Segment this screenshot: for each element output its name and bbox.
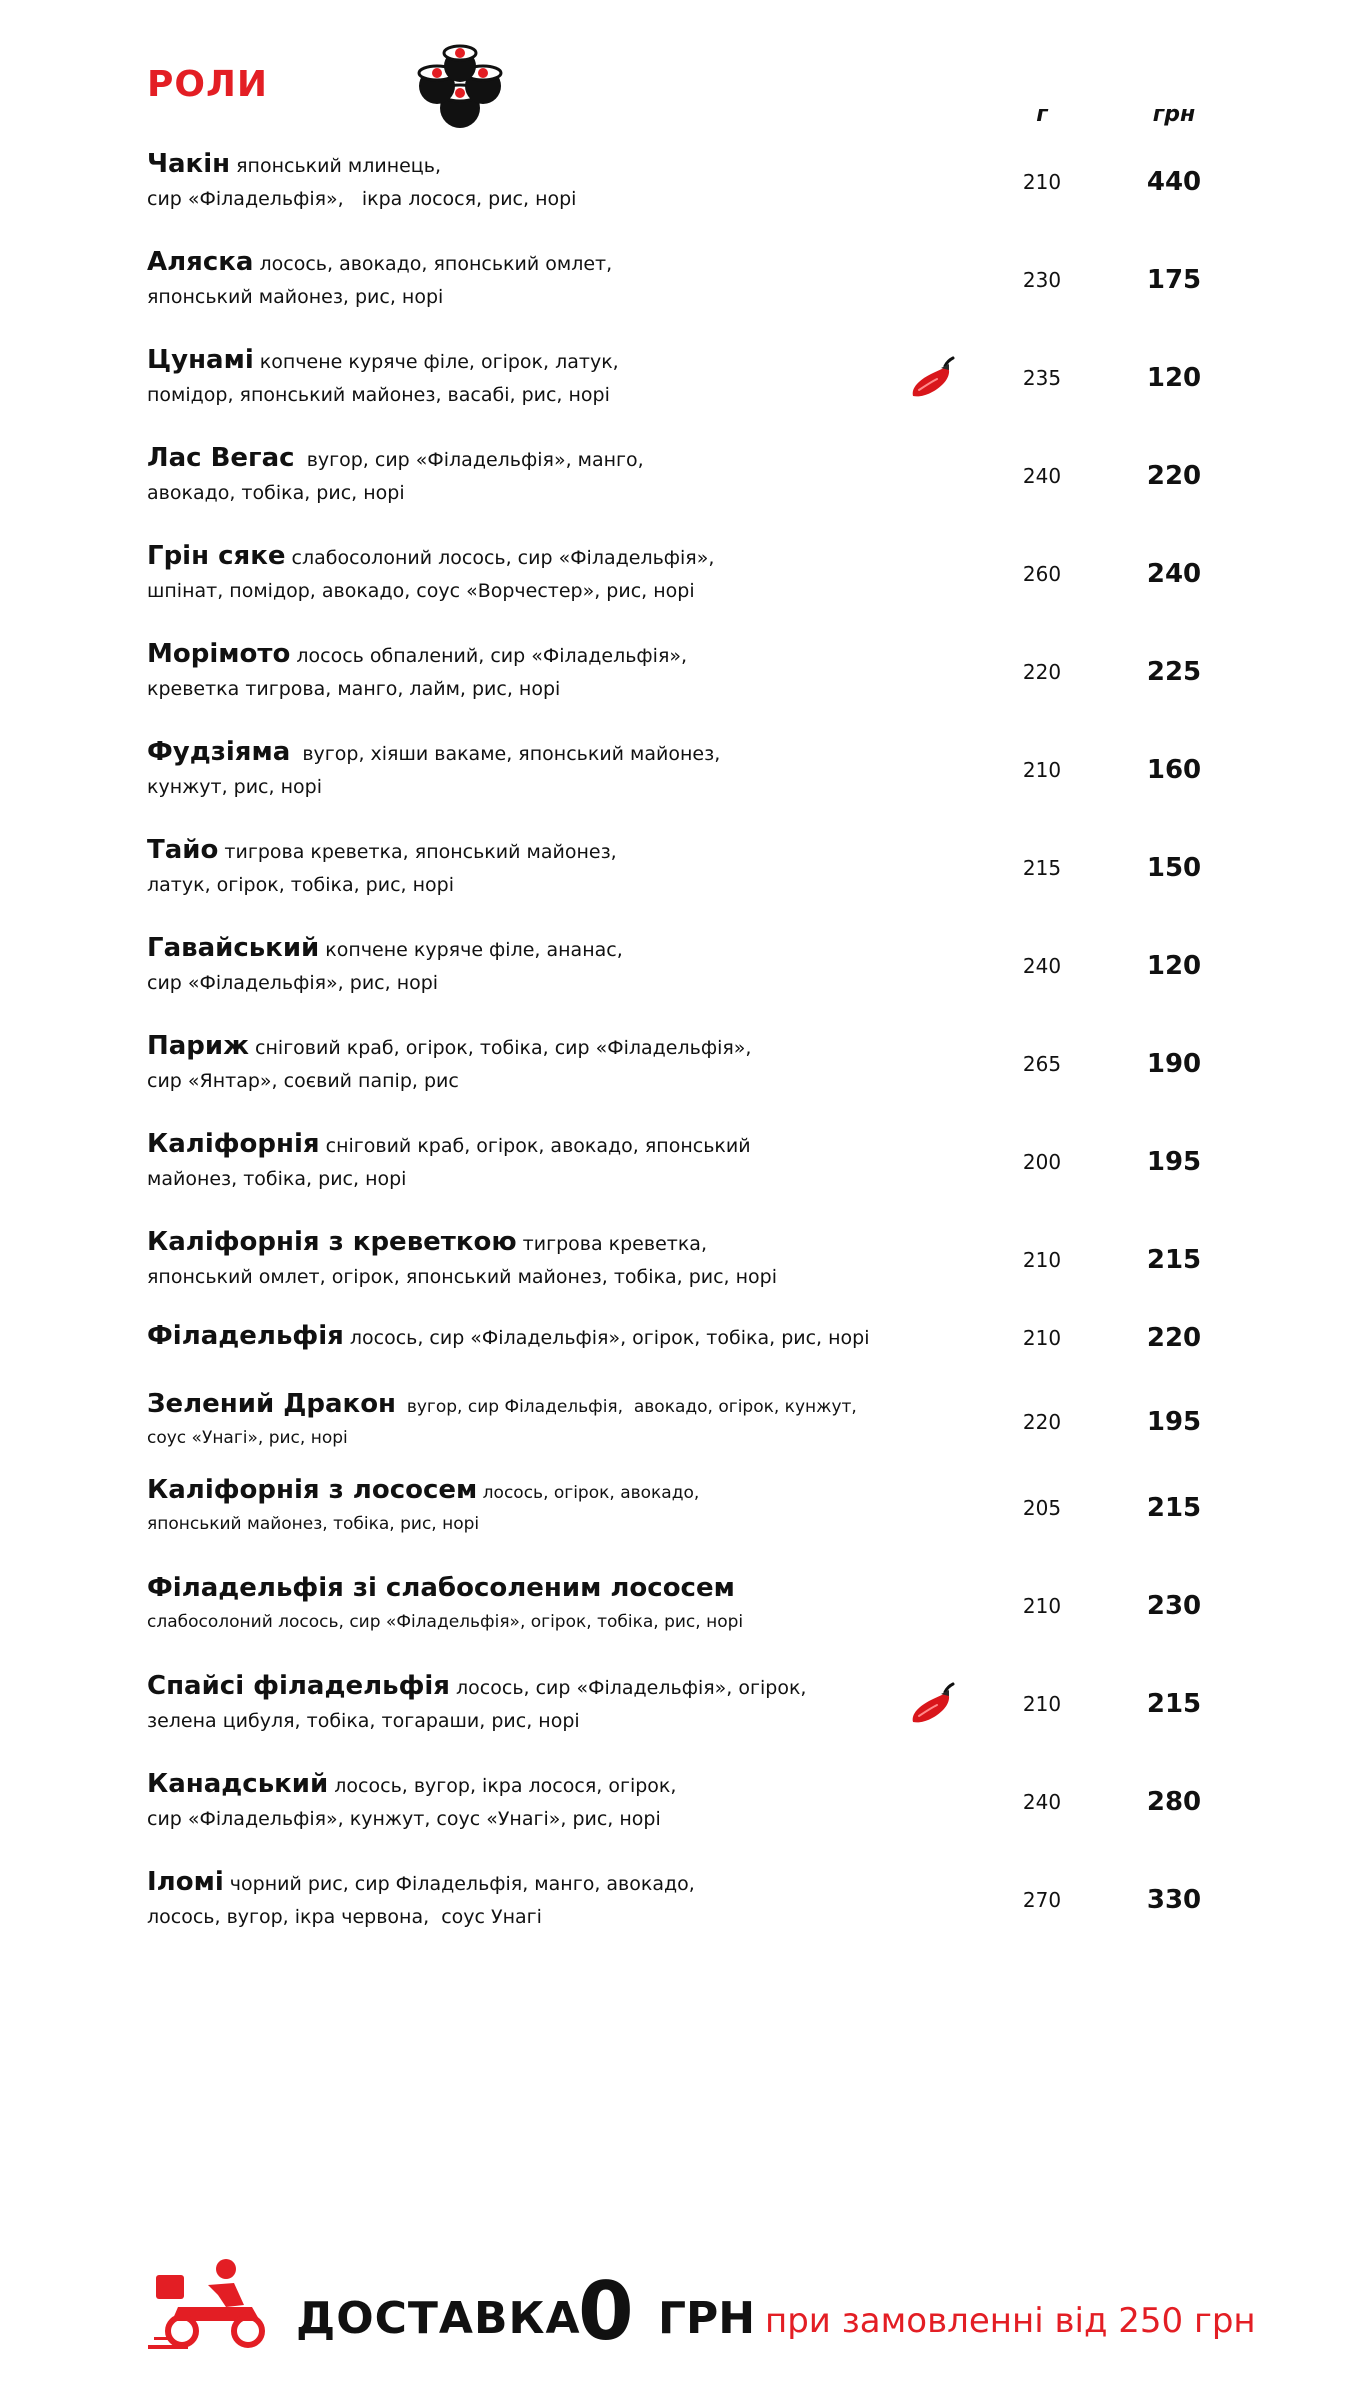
menu-item-text [147, 932, 927, 1000]
menu-item-price: 160 [1146, 755, 1202, 785]
menu-item-description-line2: зелена цибуля, тобіка, тогараши, рис, норі [147, 1710, 580, 1732]
menu-item-weight: 240 [1022, 954, 1062, 978]
menu-item-price: 150 [1146, 853, 1202, 883]
menu-item-price: 215 [1146, 1689, 1202, 1719]
menu-item-line1 [147, 540, 927, 575]
menu-item-description-line2: слабосолоний лосось, сир «Філадельфія», огірок, тобіка, рис, норі [147, 1612, 744, 1632]
menu-item-name: Тайо [147, 835, 219, 865]
menu-item-name: Каліфорнія [147, 1129, 320, 1159]
menu-item-weight: 230 [1022, 268, 1062, 292]
menu-item-description-line2: лосось, вугор, ікра червона, соус Унагі [147, 1906, 542, 1928]
menu-item-description-line2: сир «Філадельфія», кунжут, соус «Унагі», рис, норі [147, 1808, 661, 1830]
menu-item-price: 230 [1146, 1591, 1202, 1621]
menu-item-description: лосось, огірок, авокадо, [477, 1483, 700, 1503]
menu-item-text [147, 148, 927, 216]
menu-item-text [147, 1320, 927, 1355]
menu-item-line1 [147, 736, 927, 771]
menu-item-description: копчене куряче філе, ананас, [319, 939, 623, 961]
menu-item [147, 148, 1227, 228]
menu-item-weight: 210 [1022, 170, 1062, 194]
menu-item-description: копчене куряче філе, огірок, латук, [253, 351, 619, 373]
menu-item-line1 [147, 442, 927, 477]
menu-item [147, 344, 1227, 424]
menu-item-price: 190 [1146, 1049, 1202, 1079]
menu-item-text [147, 834, 927, 902]
menu-item-name: Грін сяке [147, 541, 286, 571]
menu-item-name: Філадельфія [147, 1321, 344, 1351]
menu-item-name: Канадський [147, 1769, 329, 1799]
menu-item-price: 215 [1146, 1245, 1202, 1275]
menu-item-line1 [147, 638, 927, 673]
menu-item-name: Каліфорнія з креветкою [147, 1227, 517, 1257]
menu-item-weight: 220 [1022, 1410, 1062, 1434]
menu-item-description: тигрова креветка, японський майонез, [218, 841, 617, 863]
menu-item-price: 280 [1146, 1787, 1202, 1817]
menu-item-line1 [147, 1572, 927, 1607]
menu-item-text [147, 736, 927, 804]
menu-item-description-line2: авокадо, тобіка, рис, норі [147, 482, 405, 504]
menu-item-text [147, 246, 927, 314]
menu-item-description-line2: креветка тигрова, манго, лайм, рис, норі [147, 678, 561, 700]
menu-item [147, 1030, 1227, 1110]
menu-item-name: Зелений Дракон [147, 1389, 397, 1419]
menu-item-name: Чакін [147, 149, 231, 179]
menu-item [147, 1866, 1227, 1946]
menu-item-text [147, 1866, 927, 1934]
menu-item-line1 [147, 834, 927, 869]
menu-item-text [147, 1670, 927, 1738]
menu-item-weight: 210 [1022, 1248, 1062, 1272]
menu-item-weight: 205 [1022, 1496, 1062, 1520]
menu-item-name: Філадельфія зі слабосоленим лососем [147, 1573, 735, 1603]
menu-item-weight: 260 [1022, 562, 1062, 586]
menu-item-text [147, 1572, 927, 1637]
menu-item-name: Морімото [147, 639, 291, 669]
menu-item-weight: 265 [1022, 1052, 1062, 1076]
menu-item-description-line2: соус «Унагі», рис, норі [147, 1428, 348, 1448]
delivery-banner [148, 2255, 1298, 2365]
menu-item-description: лосось, авокадо, японський омлет, [253, 253, 613, 275]
menu-item-description-line2: помідор, японський майонез, васабі, рис, норі [147, 384, 610, 406]
chili-pepper-icon [905, 1678, 957, 1730]
menu-item-line1 [147, 1768, 927, 1803]
delivery-currency: ГРН [658, 2293, 756, 2344]
menu-item-name: Цунамі [147, 345, 254, 375]
price-column-header: грн [1152, 102, 1196, 127]
chili-pepper-icon [905, 352, 957, 404]
menu-item-description-line2: латук, огірок, тобіка, рис, норі [147, 874, 454, 896]
menu-item-weight: 210 [1022, 1594, 1062, 1618]
menu-item-text [147, 638, 927, 706]
menu-item-text [147, 344, 927, 412]
menu-item-price: 175 [1146, 265, 1202, 295]
menu-item-description: вугор, сир «Філадельфія», манго, [294, 449, 644, 471]
menu-item [147, 1388, 1227, 1468]
delivery-condition: при замовленні від 250 грн [765, 2301, 1256, 2341]
menu-item [147, 1670, 1227, 1750]
menu-item-description-line2: шпінат, помідор, авокадо, соус «Ворчестер», рис, норі [147, 580, 695, 602]
menu-item-description: слабосолоний лосось, сир «Філадельфія», [285, 547, 715, 569]
menu-item [147, 442, 1227, 522]
menu-item [147, 246, 1227, 326]
menu-item [147, 1572, 1227, 1652]
menu-item-weight: 210 [1022, 1326, 1062, 1350]
menu-item-name: Спайсі філадельфія [147, 1671, 450, 1701]
menu-item-name: Каліфорнія з лососем [147, 1475, 478, 1505]
menu-item-line1 [147, 148, 927, 183]
menu-item [147, 1128, 1227, 1208]
menu-item-price: 330 [1146, 1885, 1202, 1915]
menu-item-description: сніговий краб, огірок, тобіка, сир «Філадельфія», [249, 1037, 752, 1059]
menu-item-line1 [147, 344, 927, 379]
menu-item-price: 215 [1146, 1493, 1202, 1523]
menu-item-description: вугор, хіяши вакаме, японський майонез, [290, 743, 721, 765]
menu-item-line1 [147, 1320, 927, 1355]
menu-item-text [147, 442, 927, 510]
menu-item-weight: 215 [1022, 856, 1062, 880]
menu-item-description: японський млинець, [230, 155, 441, 177]
delivery-label: ДОСТАВКА [296, 2293, 581, 2344]
menu-item-weight: 240 [1022, 1790, 1062, 1814]
menu-item [147, 834, 1227, 914]
menu-item-description: лосось, сир «Філадельфія», огірок, [450, 1677, 807, 1699]
menu-item-price: 195 [1146, 1407, 1202, 1437]
menu-item-text [147, 1030, 927, 1098]
menu-item-price: 240 [1146, 559, 1202, 589]
menu-item-price: 195 [1146, 1147, 1202, 1177]
menu-item-line1 [147, 1670, 927, 1705]
section-title: РОЛИ [147, 64, 269, 105]
menu-item-text [147, 540, 927, 608]
menu-item-description: лосось, сир «Філадельфія», огірок, тобіка, рис, норі [343, 1327, 870, 1349]
weight-column-header: г [1036, 102, 1048, 127]
menu-item-description-line2: японський омлет, огірок, японський майонез, тобіка, рис, норі [147, 1266, 778, 1288]
menu-item-description-line2: японський майонез, рис, норі [147, 286, 444, 308]
menu-item [147, 1226, 1227, 1306]
menu-item-description-line2: японський майонез, тобіка, рис, норі [147, 1514, 480, 1534]
menu-item-description-line2: сир «Філадельфія», рис, норі [147, 972, 439, 994]
menu-item-text [147, 1388, 927, 1453]
menu-item-description: тигрова креветка, [516, 1233, 707, 1255]
menu-item-name: Гавайський [147, 933, 320, 963]
menu-item-line1 [147, 1128, 927, 1163]
menu-item-description-line2: кунжут, рис, норі [147, 776, 322, 798]
menu-item-price: 220 [1146, 461, 1202, 491]
menu-item-weight: 220 [1022, 660, 1062, 684]
menu-item-description: сніговий краб, огірок, авокадо, японський [319, 1135, 751, 1157]
menu-item-line1 [147, 1388, 927, 1423]
menu-item-description-line2: сир «Філадельфія», ікра лосося, рис, норі [147, 188, 577, 210]
menu-item-price: 120 [1146, 363, 1202, 393]
menu-item-price: 225 [1146, 657, 1202, 687]
menu-item-text [147, 1226, 927, 1294]
menu-item-weight: 210 [1022, 1692, 1062, 1716]
menu-item [147, 1768, 1227, 1848]
sushi-rolls-icon [415, 38, 505, 138]
menu-item-weight: 240 [1022, 464, 1062, 488]
menu-item-description: вугор, сир Філадельфія, авокадо, огірок, кунжут, [396, 1397, 857, 1417]
menu-item-price: 220 [1146, 1323, 1202, 1353]
menu-item-description: лосось обпалений, сир «Філадельфія», [290, 645, 688, 667]
menu-item-name: Фудзіяма [147, 737, 291, 767]
menu-item-weight: 200 [1022, 1150, 1062, 1174]
menu-item-weight: 210 [1022, 758, 1062, 782]
menu-item-text [147, 1474, 927, 1539]
menu-item [147, 736, 1227, 816]
menu-item-text [147, 1768, 927, 1836]
menu-item-name: Лас Вегас [147, 443, 295, 473]
menu-item-text [147, 1128, 927, 1196]
delivery-price-zero: 0 [578, 2265, 634, 2358]
menu-item-price: 120 [1146, 951, 1202, 981]
menu-item-description-line2: сир «Янтар», соєвий папір, рис [147, 1070, 459, 1092]
menu-item-line1 [147, 1866, 927, 1901]
menu-item-line1 [147, 246, 927, 281]
menu-item-price: 440 [1146, 167, 1202, 197]
menu-item-description: лосось, вугор, ікра лосося, огірок, [328, 1775, 677, 1797]
menu-item-weight: 270 [1022, 1888, 1062, 1912]
menu-item-description-line2: майонез, тобіка, рис, норі [147, 1168, 407, 1190]
menu-item-line1 [147, 1474, 927, 1509]
menu-item-name: Париж [147, 1031, 250, 1061]
menu-item-description: чорний рис, сир Філадельфія, манго, авокадо, [223, 1873, 695, 1895]
menu-item-weight: 235 [1022, 366, 1062, 390]
menu-item [147, 1474, 1227, 1554]
menu-item [147, 932, 1227, 1012]
menu-item-name: Аляска [147, 247, 254, 277]
menu-item-line1 [147, 1030, 927, 1065]
menu-item-name: Іломі [147, 1867, 224, 1897]
menu-item-line1 [147, 932, 927, 967]
delivery-courier-icon [148, 2255, 276, 2355]
menu-item-line1 [147, 1226, 927, 1261]
menu-item [147, 638, 1227, 718]
menu-item [147, 540, 1227, 620]
